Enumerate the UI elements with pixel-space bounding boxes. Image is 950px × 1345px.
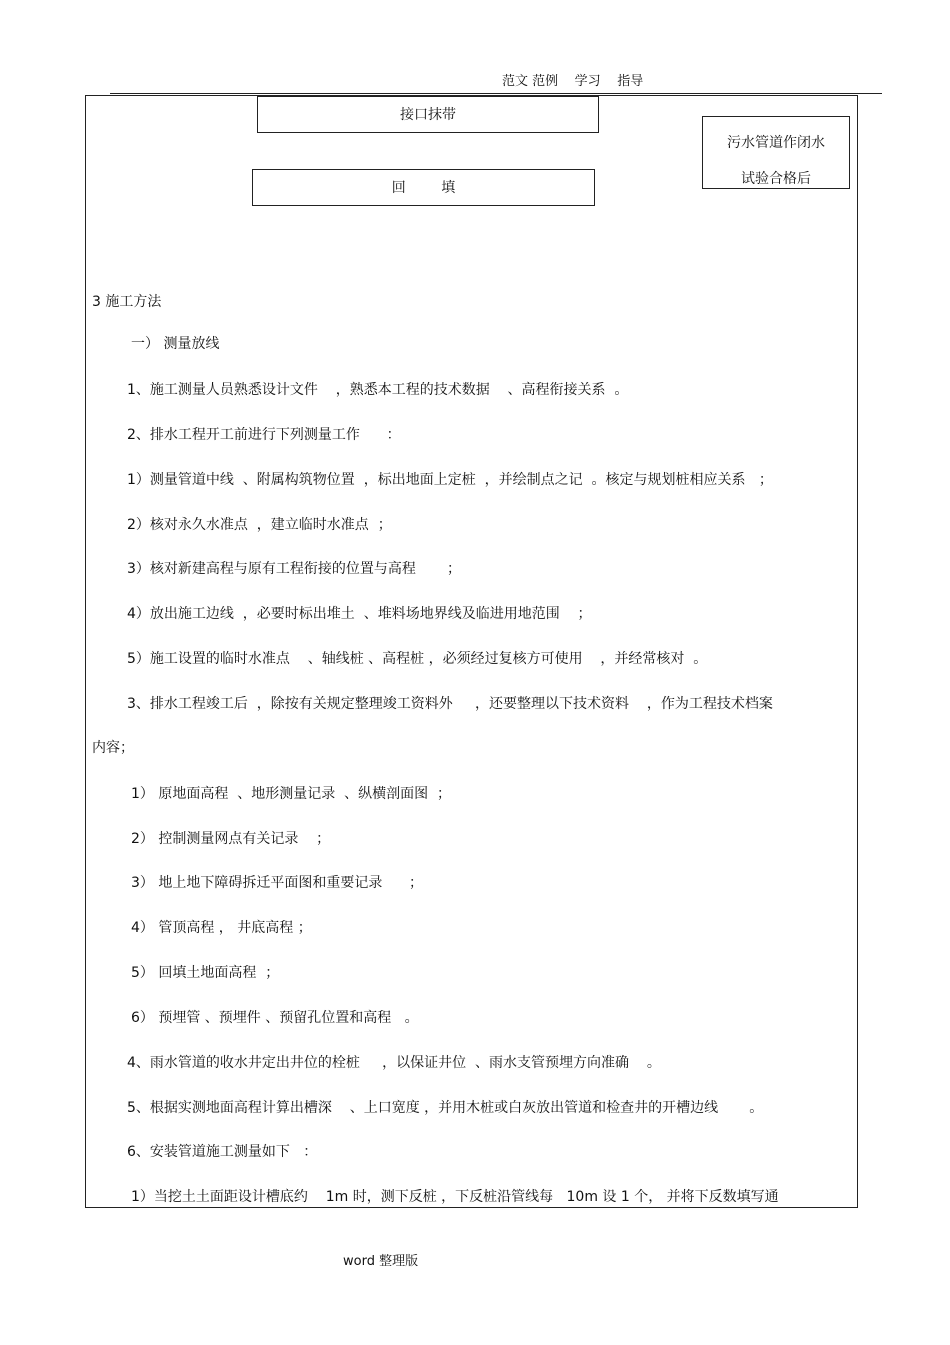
flow-note-line-1: 污水管道作闭水: [727, 135, 825, 151]
flow-note-line-2: 试验合格后: [741, 171, 811, 187]
list-item: 2）核对永久水准点 ，建立临时水准点 ；: [127, 517, 392, 533]
list-item: 5） 回填土地面高程 ；: [131, 965, 280, 981]
list-item: 4） 管顶高程 ， 井底高程 ；: [131, 920, 312, 936]
paragraph: 3、排水工程竣工后 ，除按有关规定整理竣工资料外 ，还要整理以下技术资料 ，作为工程技术档案: [127, 696, 773, 712]
list-item: 6） 预埋管 、预埋件 、预留孔位置和高程 。: [131, 1010, 419, 1026]
list-item: 1）当挖土土面距设计槽底约 1m 时，测下反桩 ，下反桩沿管线每 10m 设 1 个， 并将下反数填写通: [131, 1189, 779, 1205]
list-item: 1） 原地面高程 、地形测量记录 、纵横剖面图 ；: [131, 786, 452, 802]
paragraph-continuation: 内容；: [92, 740, 134, 756]
flow-box-backfill: 回 填: [252, 169, 595, 206]
header-rule: [110, 93, 882, 94]
section-title: 3 施工方法: [92, 294, 162, 310]
list-item: 3） 地上地下障碍拆迁平面图和重要记录 ；: [131, 875, 424, 891]
list-item: 2） 控制测量网点有关记录 ；: [131, 831, 331, 847]
list-item: 1）测量管道中线 、附属构筑物位置 ，标出地面上定桩 ，并绘制点之记 。核定与规划桩相应关系 ；: [127, 472, 773, 488]
paragraph: 5、根据实测地面高程计算出槽深 、上口宽度 ，并用木桩或白灰放出管道和检查井的开槽边线 。: [127, 1100, 764, 1116]
paragraph: 1、施工测量人员熟悉设计文件 ，熟悉本工程的技术数据 、高程衔接关系 。: [127, 382, 629, 398]
flow-box-joint-banding: 接口抹带: [257, 96, 599, 133]
paragraph: 6、安装管道施工测量如下 ：: [127, 1144, 318, 1160]
paragraph: 2、排水工程开工前进行下列测量工作 ：: [127, 427, 401, 443]
list-item: 4）放出施工边线 ，必要时标出堆土 、堆料场地界线及临进用地范围 ；: [127, 606, 592, 622]
list-item: 3）核对新建高程与原有工程衔接的位置与高程 ；: [127, 561, 462, 577]
paragraph: 4、雨水管道的收水井定出井位的栓桩 ，以保证井位 、雨水支管预埋方向准确 。: [127, 1055, 661, 1071]
list-item: 5）施工设置的临时水准点 、轴线桩 、高程桩 ，必须经过复核方可使用 ，并经常核对 。: [127, 651, 708, 667]
subsection-title: 一） 测量放线: [131, 336, 220, 352]
flow-note-box: [702, 116, 850, 189]
page-header: 范文 范例 学习 指导: [502, 74, 644, 89]
page-footer: word 整理版: [343, 1254, 419, 1269]
